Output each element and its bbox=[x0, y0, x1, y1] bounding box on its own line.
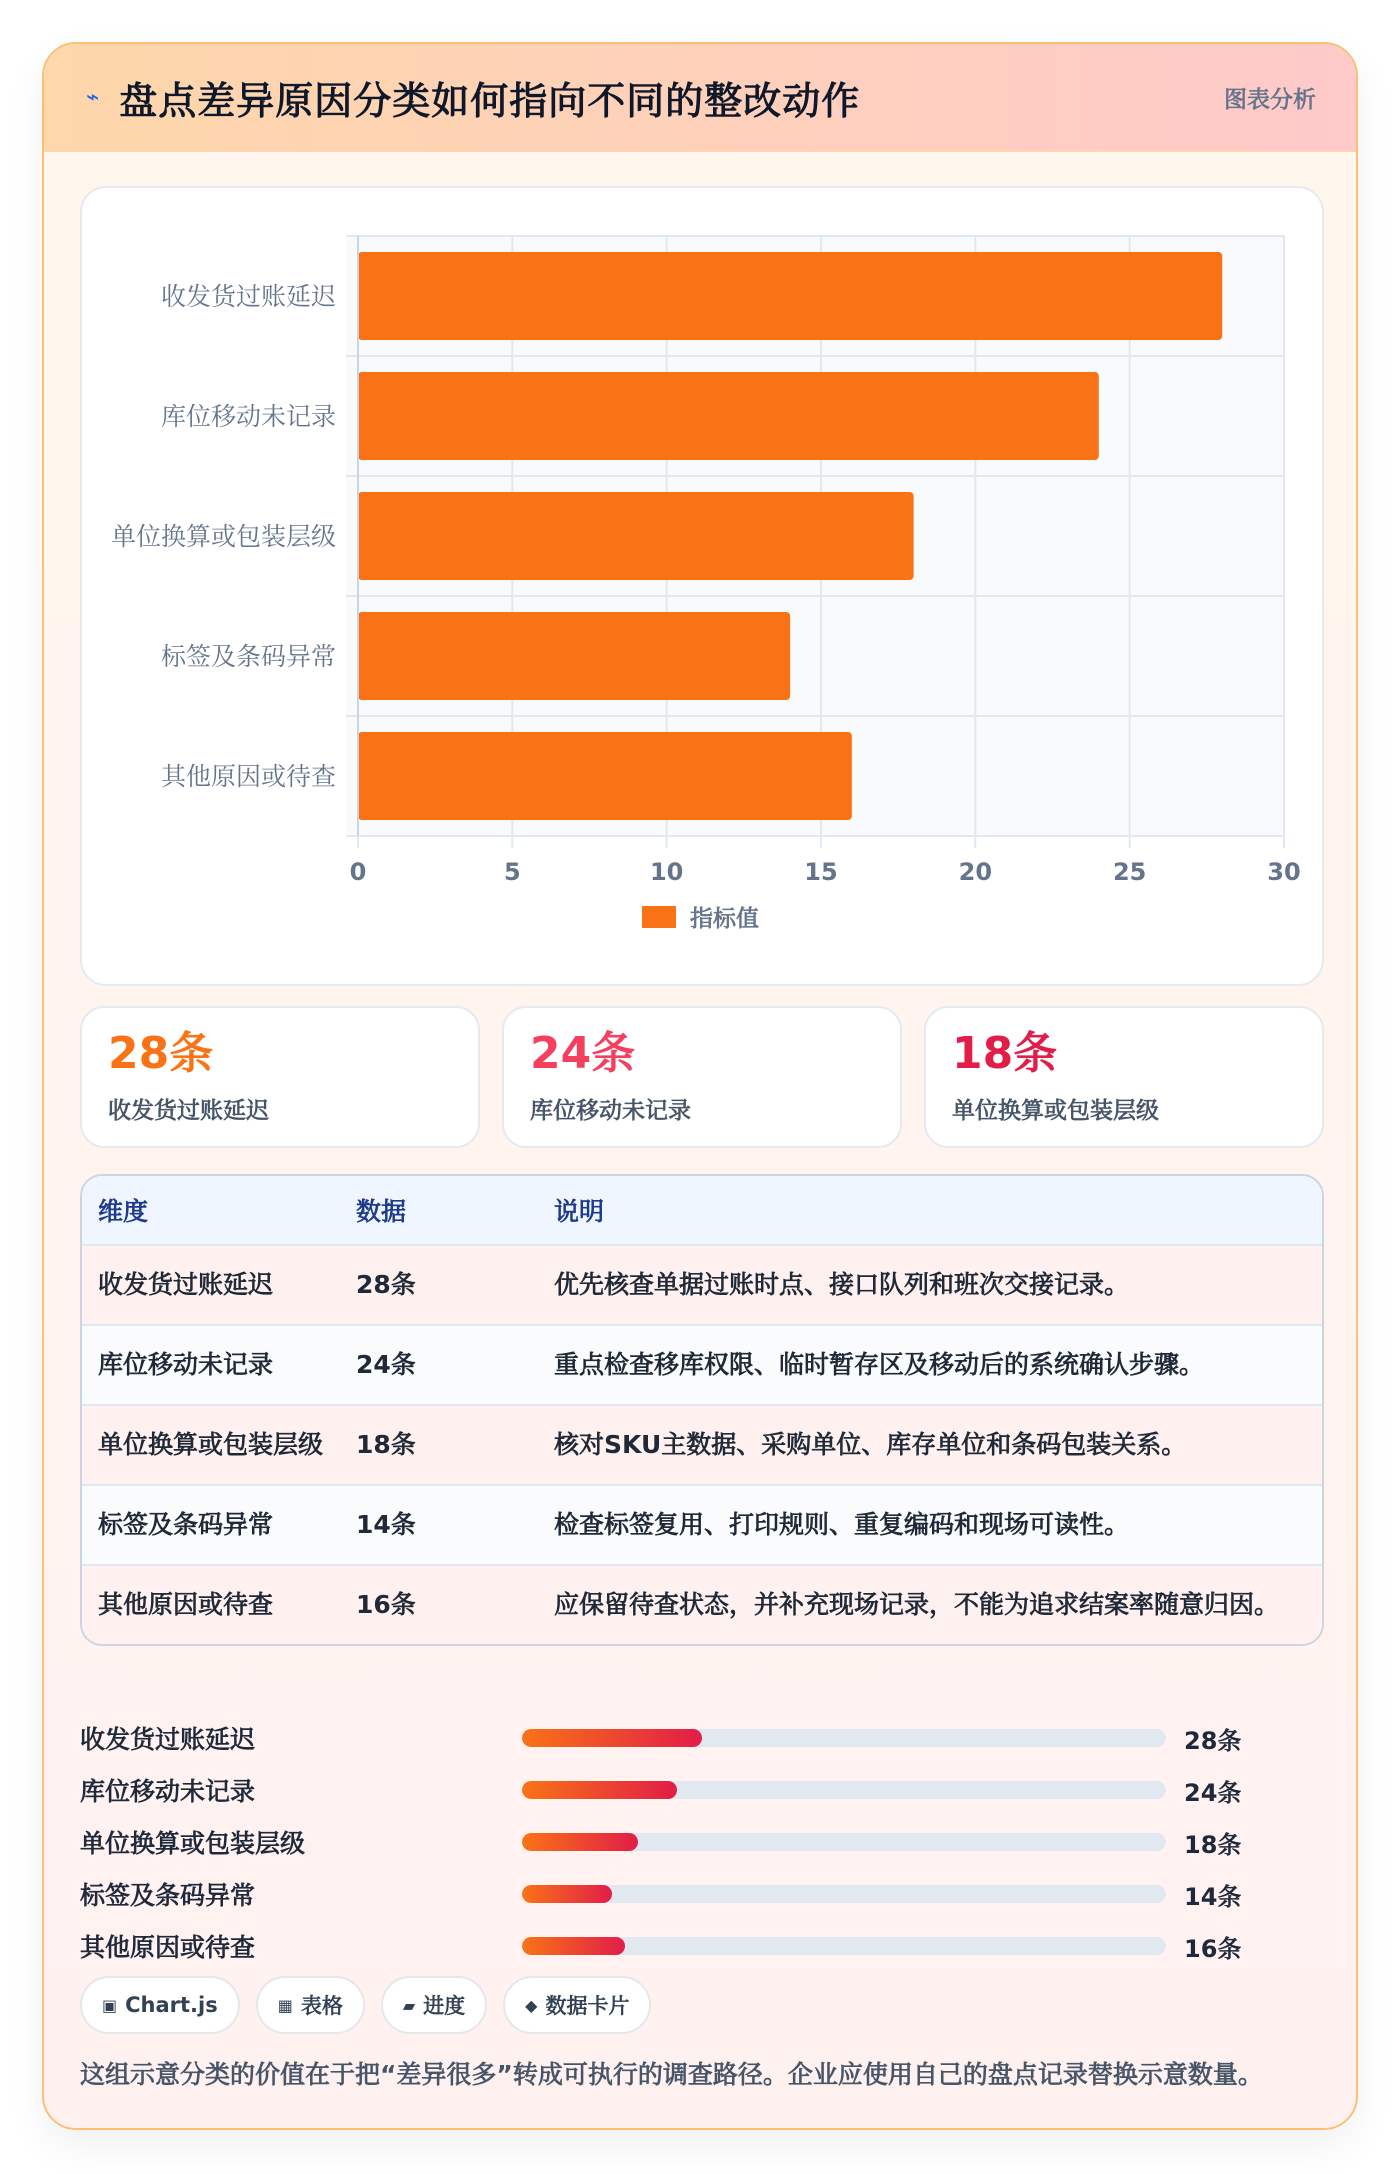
lightning-icon: ⌁ bbox=[86, 84, 100, 110]
legend-label: 指标值 bbox=[690, 906, 759, 932]
chip-chartjs[interactable] bbox=[80, 1976, 240, 2034]
y-category-label: 库位移动未记录 bbox=[160, 402, 336, 431]
table-header-row bbox=[82, 1176, 1322, 1244]
progress-label: 库位移动未记录 bbox=[80, 1777, 256, 1806]
progress-label: 标签及条码异常 bbox=[80, 1881, 256, 1910]
bar bbox=[358, 732, 852, 820]
progress-value: 14条 bbox=[1184, 1882, 1242, 1911]
table-cell: 核对SKU主数据、采购单位、库存单位和条码包装关系。 bbox=[554, 1430, 1187, 1459]
progress-row bbox=[80, 1920, 1324, 1972]
legend-swatch bbox=[642, 906, 676, 928]
progress-fill bbox=[522, 1729, 702, 1747]
chip-label: 表格 bbox=[300, 1994, 343, 2018]
table-cell: 收发货过账延迟 bbox=[98, 1270, 274, 1299]
x-tick-label: 15 bbox=[804, 858, 838, 886]
table-cell: 28条 bbox=[356, 1270, 416, 1299]
stat-card bbox=[80, 1006, 480, 1148]
stat-card bbox=[502, 1006, 902, 1148]
table-cell: 重点检查移库权限、临时暂存区及移动后的系统确认步骤。 bbox=[554, 1350, 1205, 1379]
stat-label: 单位换算或包装层级 bbox=[952, 1098, 1159, 1125]
column-header: 维度 bbox=[98, 1197, 149, 1226]
tag-chips bbox=[80, 1976, 651, 2034]
progress-value: 18条 bbox=[1184, 1830, 1242, 1859]
progress-value: 16条 bbox=[1184, 1934, 1242, 1963]
chip-label: 数据卡片 bbox=[545, 1994, 630, 2018]
column-header: 数据 bbox=[356, 1197, 407, 1226]
chip-table[interactable] bbox=[256, 1976, 365, 2034]
table-cell: 优先核查单据过账时点、接口队列和班次交接记录。 bbox=[554, 1270, 1130, 1299]
chip-progress[interactable] bbox=[381, 1976, 487, 2034]
page-title: 盘点差异原因分类如何指向不同的整改动作 bbox=[119, 78, 861, 123]
bar-chart-svg bbox=[82, 188, 1326, 988]
progress-track bbox=[522, 1781, 1166, 1799]
table-row bbox=[82, 1404, 1322, 1484]
data-table bbox=[80, 1174, 1324, 1646]
table-row bbox=[82, 1324, 1322, 1404]
stat-value: 28条 bbox=[108, 1028, 214, 1079]
bar-chart bbox=[80, 186, 1324, 986]
progress-icon: ▰ bbox=[402, 1995, 416, 2015]
x-tick-label: 10 bbox=[649, 858, 684, 886]
progress-fill bbox=[522, 1833, 638, 1851]
progress-label: 其他原因或待查 bbox=[80, 1933, 256, 1962]
progress-value: 28条 bbox=[1184, 1726, 1242, 1755]
chart-icon: ▣ bbox=[102, 1995, 118, 2015]
header-tag: 图表分析 bbox=[1224, 86, 1316, 113]
table-cell: 14条 bbox=[356, 1510, 416, 1539]
bar bbox=[358, 492, 914, 580]
table-cell: 库位移动未记录 bbox=[98, 1350, 274, 1379]
stat-label: 收发货过账延迟 bbox=[108, 1098, 269, 1125]
progress-track bbox=[522, 1833, 1166, 1851]
x-tick-label: 30 bbox=[1267, 858, 1301, 886]
table-cell: 18条 bbox=[356, 1430, 416, 1459]
x-tick-label: 25 bbox=[1112, 858, 1147, 886]
table-cell: 其他原因或待查 bbox=[98, 1590, 274, 1619]
stat-label: 库位移动未记录 bbox=[530, 1098, 691, 1125]
column-header: 说明 bbox=[554, 1197, 605, 1226]
progress-track bbox=[522, 1729, 1166, 1747]
progress-row bbox=[80, 1712, 1324, 1764]
progress-fill bbox=[522, 1885, 612, 1903]
progress-row bbox=[80, 1868, 1324, 1920]
table-row bbox=[82, 1484, 1322, 1564]
y-category-label: 标签及条码异常 bbox=[160, 642, 336, 671]
x-tick-label: 5 bbox=[503, 858, 521, 886]
card-icon: ◆ bbox=[525, 1995, 538, 2015]
progress-track bbox=[522, 1885, 1166, 1903]
bar bbox=[358, 372, 1099, 460]
table-cell: 检查标签复用、打印规则、重复编码和现场可读性。 bbox=[554, 1510, 1130, 1539]
report-card bbox=[42, 42, 1358, 2130]
table-cell: 24条 bbox=[356, 1350, 416, 1379]
chip-data-card[interactable] bbox=[503, 1976, 651, 2034]
progress-list bbox=[80, 1712, 1324, 1972]
bar bbox=[358, 252, 1222, 340]
progress-label: 单位换算或包装层级 bbox=[80, 1829, 306, 1858]
progress-track bbox=[522, 1937, 1166, 1955]
table-cell: 标签及条码异常 bbox=[98, 1510, 274, 1539]
x-tick-label: 0 bbox=[349, 858, 367, 886]
y-category-label: 收发货过账延迟 bbox=[160, 282, 336, 311]
x-tick-label: 20 bbox=[958, 858, 993, 886]
progress-value: 24条 bbox=[1184, 1778, 1242, 1807]
bar bbox=[358, 612, 790, 700]
stat-value: 24条 bbox=[530, 1028, 636, 1079]
chip-label: Chart.js bbox=[125, 1993, 218, 2017]
table-row bbox=[82, 1564, 1322, 1644]
table-cell: 单位换算或包装层级 bbox=[98, 1430, 324, 1459]
progress-fill bbox=[522, 1937, 625, 1955]
footnote: 这组示意分类的价值在于把“差异很多”转成可执行的调查路径。企业应使用自己的盘点记录替换示意数量。 bbox=[80, 2060, 1263, 2089]
stat-card bbox=[924, 1006, 1324, 1148]
table-cell: 16条 bbox=[356, 1590, 416, 1619]
table-icon: ▦ bbox=[277, 1995, 293, 2015]
chip-label: 进度 bbox=[423, 1994, 466, 2018]
y-category-label: 其他原因或待查 bbox=[160, 762, 336, 791]
progress-row bbox=[80, 1764, 1324, 1816]
y-category-label: 单位换算或包装层级 bbox=[110, 522, 336, 551]
progress-row bbox=[80, 1816, 1324, 1868]
table-row bbox=[82, 1244, 1322, 1324]
progress-label: 收发货过账延迟 bbox=[80, 1725, 256, 1754]
stat-cards bbox=[80, 1006, 1324, 1148]
stat-value: 18条 bbox=[952, 1028, 1058, 1079]
card-header bbox=[44, 44, 1356, 152]
progress-fill bbox=[522, 1781, 677, 1799]
table-cell: 应保留待查状态，并补充现场记录，不能为追求结案率随意归因。 bbox=[554, 1590, 1280, 1619]
